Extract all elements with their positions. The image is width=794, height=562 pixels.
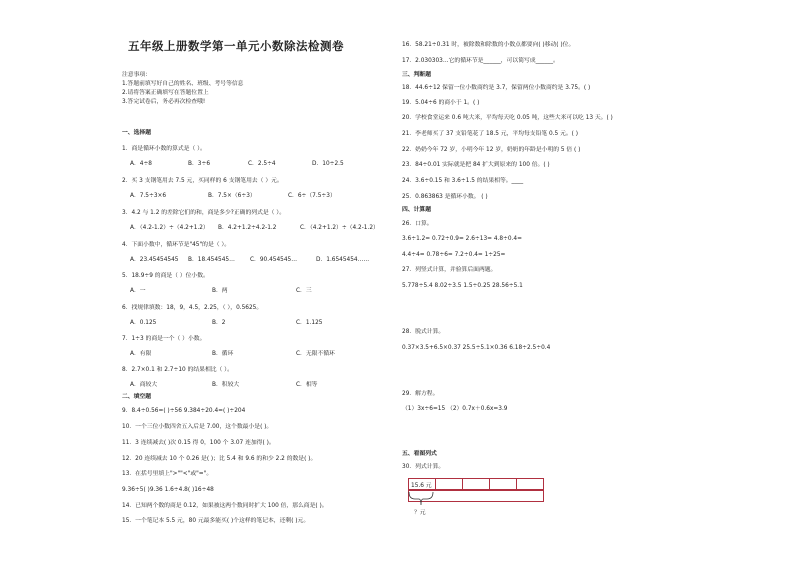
option: B．2 xyxy=(212,320,226,326)
question-17: 17．2.030303…它的循环节是______，可以简写成______。 xyxy=(402,58,559,64)
option: B．4.2+1.2÷4.2-1.2 xyxy=(218,225,277,231)
notes-item: 2.请将答案正确填写在答题位置上 xyxy=(122,90,209,96)
page-title: 五年级上册数学第一单元小数除法检测卷 xyxy=(128,39,344,53)
option: C．90.454545… xyxy=(250,257,297,263)
section-heading-fill: 二、填空题 xyxy=(122,394,151,400)
section-heading-judge: 三、判断题 xyxy=(402,72,431,78)
option: C．相等 xyxy=(296,382,318,388)
question-13: 13．在括号里填上">""<"或"="。 xyxy=(122,471,213,477)
option: A．4÷8 xyxy=(130,161,152,167)
option: A．7.5÷3×6 xyxy=(130,193,167,199)
question-25: 25．0.863863 是循环小数。 ( ) xyxy=(402,194,488,200)
question-19: 19．5.04÷6 的商小于 1。( ) xyxy=(402,100,480,106)
notes-item: 1.答题前填写好自己的姓名、班级、考号等信息 xyxy=(122,81,244,87)
question-10: 10．一个三位小数四舍五入后是 7.00，这个数最小是( )。 xyxy=(122,424,273,430)
brace-icon xyxy=(408,491,434,507)
notes-item: 3.答完试卷后，务必再次检查哦! xyxy=(122,99,206,105)
option: B．两 xyxy=(212,288,228,294)
question-2: 2．买 3 支钢笔用去 7.5 元，买同样的 6 支钢笔用去（ ）元。 xyxy=(122,178,283,184)
question-14: 14．已知两个数的商是 0.12，如果被这两个数同时扩大 100 倍，那么商是( )。 xyxy=(122,503,328,509)
question-11: 11．3 连续减去( )次 0.15 得 0，100 个 3.07 连加得( )。 xyxy=(122,440,275,446)
section-heading-choice: 一、选择题 xyxy=(122,130,151,136)
question-18: 18．44.6÷12 保留一位小数商约是 3.7，保留两位小数商约是 3.75。( ) xyxy=(402,85,591,91)
option: C．6÷（7.5÷3） xyxy=(288,193,336,199)
question-26: 26．口算。 xyxy=(402,221,433,227)
option: A．有限 xyxy=(130,351,152,357)
question-16: 16．58.21÷0.31 时，被除数和除数的小数点都要向( )移动( )位。 xyxy=(402,42,575,48)
bar-segment xyxy=(408,478,436,490)
vertical-calc-row: 5.778÷5.4 8.02÷3.5 1.5÷0.25 28.56÷5.1 xyxy=(402,283,523,289)
question-label: ？元 xyxy=(414,510,426,516)
question-24: 24．3.6÷0.15 和 3.6÷1.5 的结果相等。____ xyxy=(402,178,524,184)
option: D．10÷2.5 xyxy=(312,161,344,167)
question-12: 12．20 连续减去 10 个 0.26 是( )；比 5.4 和 9.6 的和少 2.2 的数是( )。 xyxy=(122,456,317,462)
step-calc-row: 0.37×3.5+6.5×0.37 25.5÷5.1×0.36 6.18÷2.5÷0.4 xyxy=(402,345,551,351)
question-3: 3．4.2 与 1.2 的差除它们的和，商是多少?正确的列式是（ ）。 xyxy=(122,210,286,216)
option: B．3÷6 xyxy=(188,161,211,167)
notes-heading: 注意事项： xyxy=(122,72,151,78)
question-6: 6．找规律填数：18，9，4.5，2.25，（ ），0.5625。 xyxy=(122,305,263,311)
option: A．一 xyxy=(130,288,146,294)
section-heading-diagram: 五、看图列式 xyxy=(402,451,437,457)
equation-row: （1）3x÷6=15 （2）0.7x＋0.6x=3.9 xyxy=(402,406,508,412)
question-27: 27．列竖式计算，并验算后面两题。 xyxy=(402,267,497,273)
bar-segment xyxy=(462,478,490,490)
option: B．18.454545… xyxy=(188,257,235,263)
option: B．7.5×（6÷3） xyxy=(208,193,256,199)
option: B．积较大 xyxy=(212,382,240,388)
option: C．三 xyxy=(296,288,312,294)
question-5: 5．18.9÷9 的商是（ ）位小数。 xyxy=(122,273,209,279)
option: C．（4.2+1.2）÷（4.2-1.2） xyxy=(300,225,379,231)
question-13-items: 9.36÷5( )9.36 1.6÷4.8( )16÷48 xyxy=(122,487,214,493)
option: C．2.5÷4 xyxy=(248,161,276,167)
mental-math-row-2: 4.4÷4= 0.78÷6= 7.2÷0.4= 1÷25= xyxy=(402,252,506,258)
question-30: 30．列式计算。 xyxy=(402,464,445,470)
question-28: 28．脱式计算。 xyxy=(402,329,445,335)
question-9: 9．8.4÷0.56=( )÷56 9.384÷20.4=( )÷204 xyxy=(122,408,246,414)
question-22: 22．奶奶今年 72 岁，小明今年 12 岁，奶奶的年龄是小明的 5 倍 ( ) xyxy=(402,147,581,153)
question-15: 15．一个笔记本 5.5 元，80 元最多能买( )个这样的笔记本，还剩( )元。 xyxy=(122,518,310,524)
bar-label: 15.6 元 xyxy=(411,483,432,489)
question-21: 21．李老师买了 37 支铅笔花了 18.5 元，平均每支铅笔 0.5 元。( ) xyxy=(402,131,579,137)
bar-segment xyxy=(435,478,463,490)
question-7: 7．1÷3 的商是一个（ ）小数。 xyxy=(122,336,206,342)
question-8: 8．2.7×0.1 和 2.7÷10 的结果相比（ ）。 xyxy=(122,367,233,373)
option: A．23.45454545 xyxy=(130,257,179,263)
option: A．（4.2-1.2）÷（4.2+1.2） xyxy=(130,225,209,231)
section-heading-calc: 四、计算题 xyxy=(402,207,431,213)
option: A．商较大 xyxy=(130,382,158,388)
option: D．1.6545454…… xyxy=(316,257,370,263)
question-1: 1．商是循环小数的算式是（ ）。 xyxy=(122,146,206,152)
bar-segment xyxy=(489,478,517,490)
option: A．0.125 xyxy=(130,320,157,326)
question-20: 20．学校食堂运来 0.6 吨大米，平均每天吃 0.05 吨，这些大米可以吃 13 天。( ) xyxy=(402,115,613,121)
question-29: 29．解方程。 xyxy=(402,391,439,397)
option: C．无限不循环 xyxy=(296,351,335,357)
option: C．1.125 xyxy=(296,320,323,326)
question-4: 4．下面小数中，循环节是"45"的是（ ）。 xyxy=(122,242,231,248)
option: B．循环 xyxy=(212,351,234,357)
question-23: 23．84÷0.01 实际就是把 84 扩大到原来的 100 倍。( ) xyxy=(402,162,550,168)
mental-math-row-1: 3.6÷1.2= 0.72÷0.9= 2.6÷13= 4.8÷0.4= xyxy=(402,236,522,242)
bar-segment xyxy=(516,478,544,490)
